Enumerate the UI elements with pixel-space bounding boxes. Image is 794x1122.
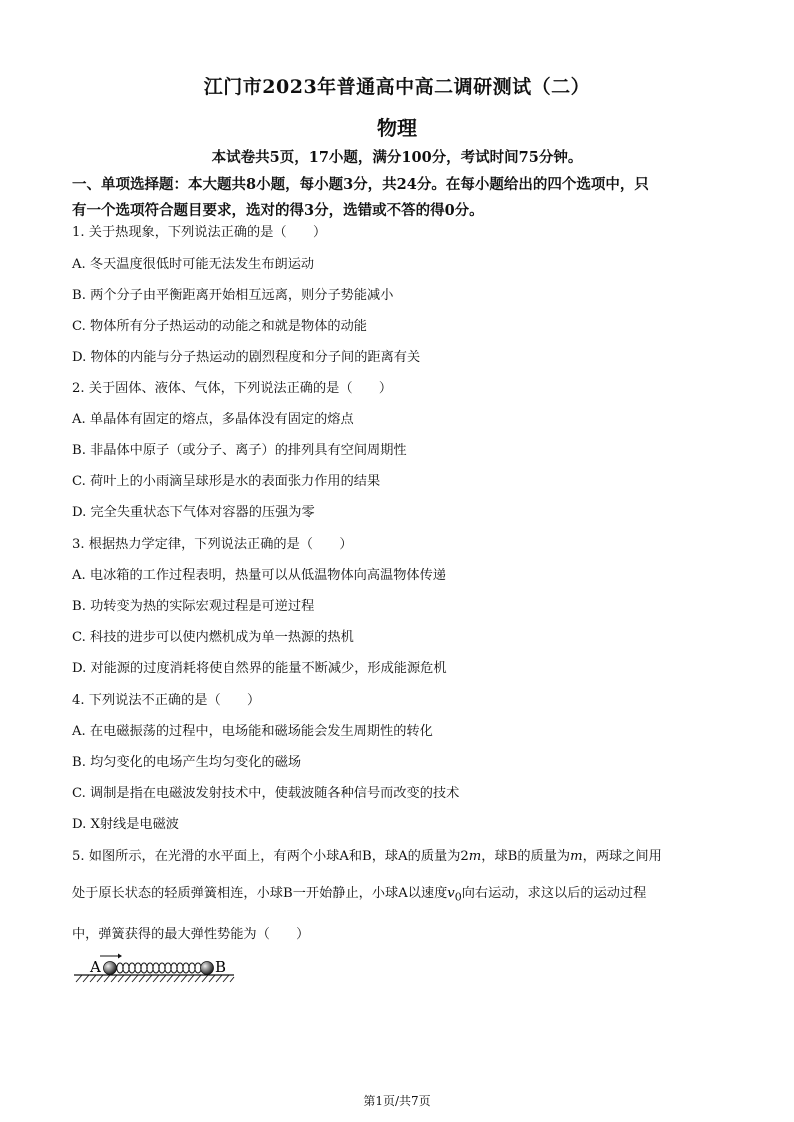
q5-velocity-sub: 0 (454, 890, 462, 904)
question-1-option-a: A. 冬天温度很低时可能无法发生布朗运动 (72, 257, 315, 272)
q5-text-3: ，两球之间用 (582, 849, 662, 864)
question-2-option-a: A. 单晶体有固定的熔点，多晶体没有固定的熔点 (72, 412, 354, 427)
exam-info: 本试卷共5页，17小题，满分100分，考试时间75分钟。 (211, 149, 583, 166)
question-5-stem (72, 838, 732, 953)
q5-mass-a: m (468, 849, 482, 864)
question-1-option-b: B. 两个分子由平衡距离开始相互远离，则分子势能减小 (72, 288, 394, 303)
ground-hatch (76, 975, 234, 982)
label-b: B (215, 958, 227, 976)
label-a: A (90, 958, 101, 976)
section-line-2: 有一个选项符合题目要求，选对的得3分，选错或不答的得0分。 (72, 202, 484, 219)
question-2-stem: 2. 关于固体、液体、气体，下列说法正确的是（ ） (72, 381, 393, 396)
question-4-stem: 4. 下列说法不正确的是（ ） (72, 693, 261, 708)
question-4-option-d: D. X射线是电磁波 (72, 817, 179, 832)
page-footer: 第1页/共7页 (363, 1094, 431, 1108)
q5-mass-b: m (570, 849, 583, 864)
q5-text-1: 5. 如图所示，在光滑的水平面上，有两个小球A和B，球A的质量为2 (72, 849, 469, 864)
q5-text-5: 向右运动，求这以后的运动过程 (461, 886, 647, 901)
question-3-stem: 3. 根据热力学定律，下列说法正确的是（ ） (72, 537, 353, 552)
question-2-option-d: D. 完全失重状态下气体对容器的压强为零 (72, 505, 315, 520)
velocity-arrow-head (118, 954, 122, 959)
section-line-1: 一、单项选择题：本大题共8小题，每小题3分，共24分。在每小题给出的四个选项中，只 (72, 176, 649, 193)
spring-figure-svg (72, 952, 242, 986)
question-3-option-c: C. 科技的进步可以使内燃机成为单一热源的热机 (72, 630, 354, 645)
question-2-option-c: C. 荷叶上的小雨滴呈球形是水的表面张力作用的结果 (72, 474, 381, 489)
question-5-line-2 (72, 875, 732, 916)
exam-title: 江门市2023年普通高中高二调研测试（二） (203, 76, 591, 98)
question-4-option-a: A. 在电磁振荡的过程中，电场能和磁场能会发生周期性的转化 (72, 724, 433, 739)
ball-b (201, 962, 214, 975)
question-3-option-d: D. 对能源的过度消耗将使自然界的能量不断减少，形成能源危机 (72, 661, 447, 676)
question-1-stem: 1. 关于热现象，下列说法正确的是（ ） (72, 225, 327, 240)
spring-balls-figure (72, 952, 242, 990)
question-4-option-c: C. 调制是指在电磁波发射技术中，使载波随各种信号而改变的技术 (72, 786, 460, 801)
spring-coils (117, 963, 201, 973)
section-instructions (72, 172, 732, 224)
question-5-line-1 (72, 838, 732, 875)
question-1-option-d: D. 物体的内能与分子热运动的剧烈程度和分子间的距离有关 (72, 350, 421, 365)
question-3-option-b: B. 功转变为热的实际宏观过程是可逆过程 (72, 599, 315, 614)
question-3-option-a: A. 电冰箱的工作过程表明，热量可以从低温物体向高温物体传递 (72, 568, 446, 583)
q5-velocity: v (447, 886, 455, 901)
ball-a (104, 962, 117, 975)
exam-subject: 物理 (377, 116, 417, 140)
question-4-option-b: B. 均匀变化的电场产生均匀变化的磁场 (72, 755, 302, 770)
question-5-line-3: 中，弹簧获得的最大弹性势能为（ ） (72, 926, 310, 942)
q5-text-4: 处于原长状态的轻质弹簧相连，小球B一开始静止，小球A以速度 (72, 886, 448, 901)
question-1-option-c: C. 物体所有分子热运动的动能之和就是物体的动能 (72, 319, 367, 334)
q5-text-2: ，球B的质量为 (481, 849, 571, 864)
question-2-option-b: B. 非晶体中原子（或分子、离子）的排列具有空间周期性 (72, 443, 407, 458)
